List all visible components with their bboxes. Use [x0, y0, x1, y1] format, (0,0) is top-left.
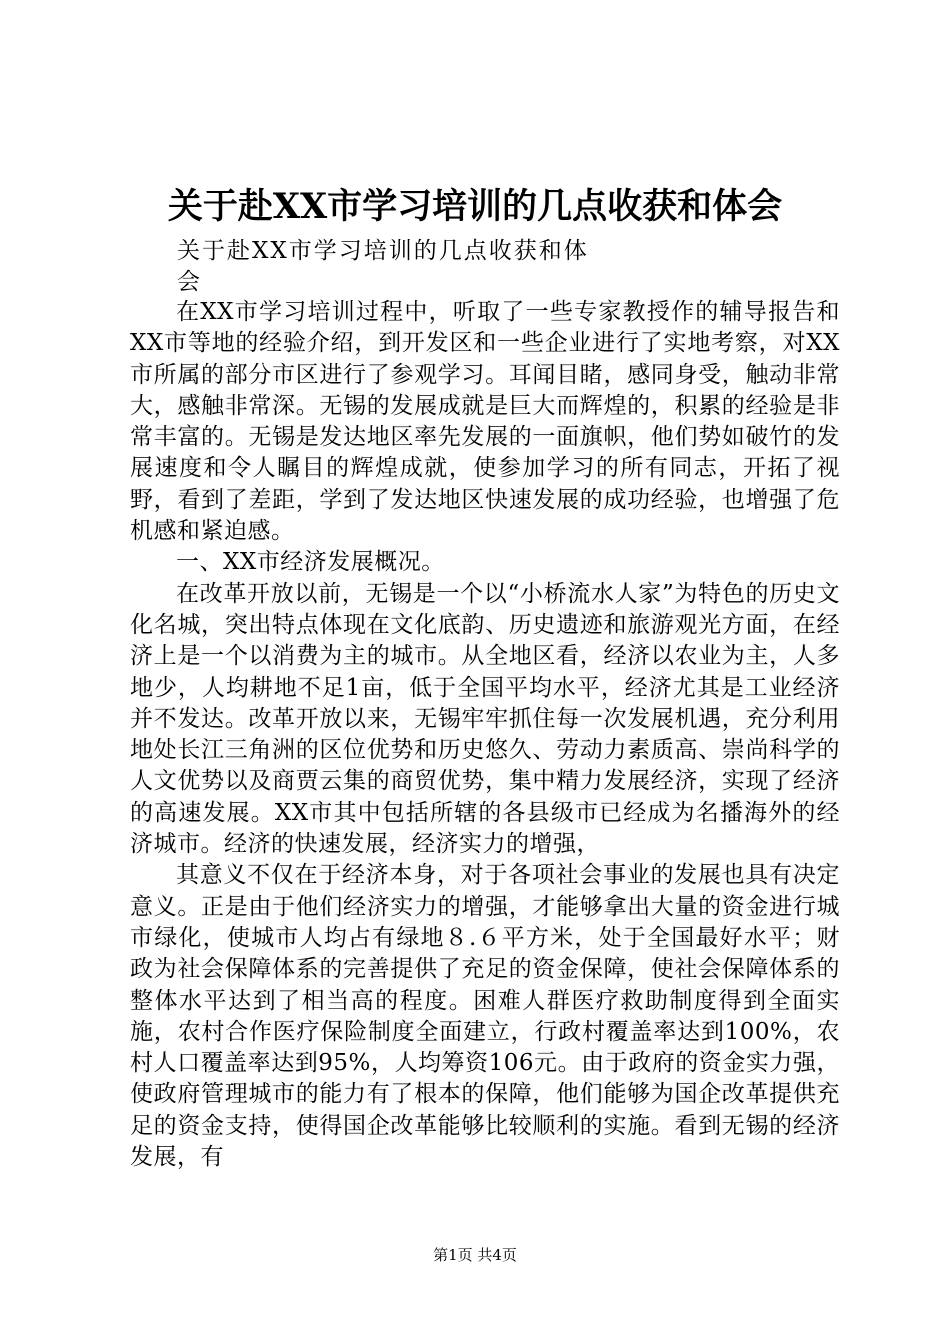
section-heading: 一、XX市经济发展概况。 [176, 549, 445, 576]
body-paragraph: 在改革开放以前，无锡是一个以“小桥流水人家”为特色的历史文化名城，突出特点体现在文化底韵、历史遗迹和旅游观光方面，在经济上是一个以消费为主的城市。从全地区看，经济以农业为主，人多地少，人均耕地不足1亩，低于全国平均水平，经济尤其是工业经济并不发达。改革开放以来，无锡牢牢抓住每一次发展机遇，充分利用地处长江三角洲的区位优势和历史悠久、劳动力素质高、崇尚科学的人文优势以及商贾云集的商贸优势，集中精力发展经济，实现了经济的高速发展。XX市其中包括所辖的各县级市已经成为名播海外的经济城市。经济的快速发展，经济实力的增强， [130, 580, 840, 858]
page-number-footer: 第1页 共4页 [433, 1246, 517, 1264]
body-paragraph: 其意义不仅在于经济本身，对于各项社会事业的发展也具有决定意义。正是由于他们经济实力的增强，才能够拿出大量的资金进行城市绿化，使城市人均占有绿地８.６平方米，处于全国最好水平；财政为社会保障体系的完善提供了充足的资金保障，使社会保障体系的整体水平达到了相当高的程度。困难人群医疗救助制度得到全面实施，农村合作医疗保险制度全面建立，行政村覆盖率达到100%，农村人口覆盖率达到95%，人均筹资106元。由于政府的资金实力强，使政府管理城市的能力有了根本的保障，他们能够为国企改革提供充足的资金支持，使得国企改革能够比较顺利的实施。看到无锡的经济发展，有 [130, 862, 840, 1171]
document-title: 关于赴XX市学习培训的几点收获和体会 [167, 186, 783, 227]
document-subtitle: 关于赴XX市学习培训的几点收获和体会 [177, 238, 589, 295]
body-paragraph: 在XX市学习培训过程中，听取了一些专家教授作的辅导报告和XX市等地的经验介绍，到开发区和一些企业进行了实地考察，对XX市所属的部分市区进行了参观学习。耳闻目睹，感同身受，触动非常大，感触非常深。无锡的发展成就是巨大而辉煌的，积累的经验是非常丰富的。无锡是发达地区率先发展的一面旗帜，他们势如破竹的发展速度和令人瞩目的辉煌成就，使参加学习的所有同志，开拓了视野，看到了差距，学到了发达地区快速发展的成功经验，也增强了危机感和紧迫感。 [130, 299, 840, 545]
document-body [130, 297, 840, 1173]
